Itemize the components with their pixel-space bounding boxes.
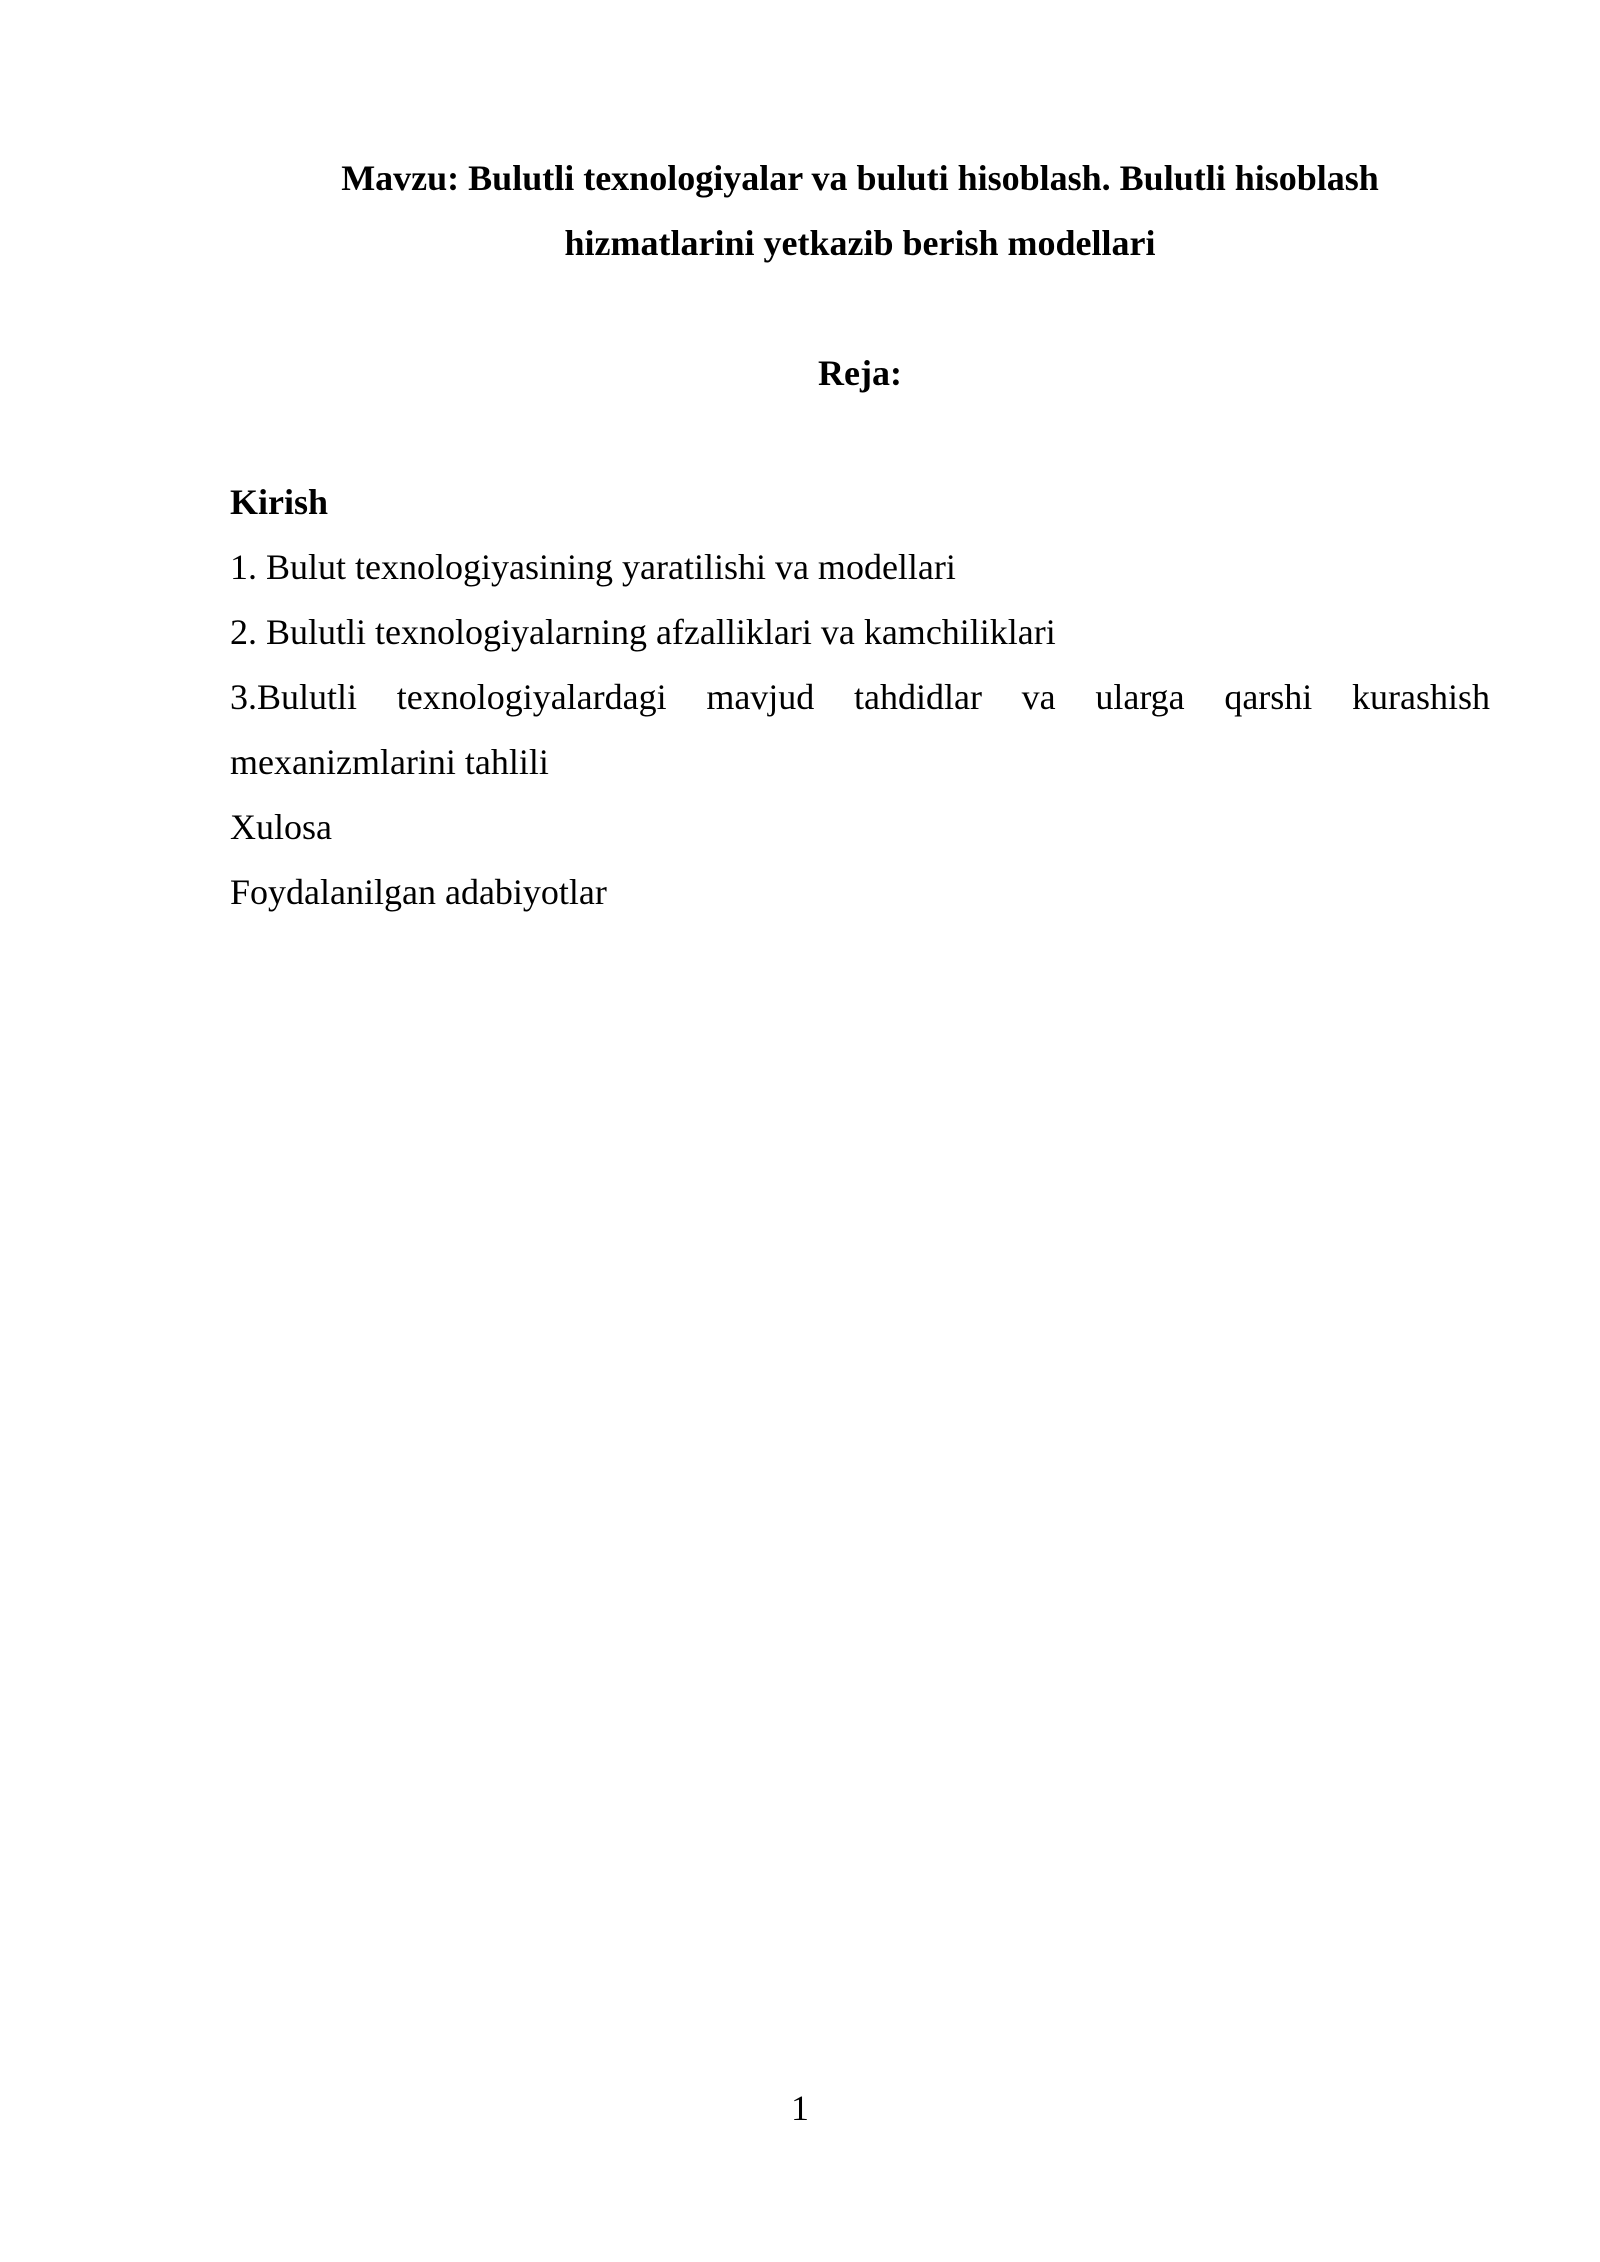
toc-item-2: 2. Bulutli texnologiyalarning afzalliklari va kamchiliklari bbox=[230, 612, 1056, 652]
table-of-contents bbox=[230, 470, 1490, 925]
toc-item-references: Foydalanilgan adabiyotlar bbox=[230, 872, 607, 912]
toc-item-3-line-1: 3.Bulutli texnologiyalardagi mavjud tahdidlar va ularga qarshi kurashish bbox=[230, 677, 1490, 717]
page-title bbox=[230, 146, 1490, 276]
toc-item-1: 1. Bulut texnologiyasining yaratilishi va modellari bbox=[230, 547, 956, 587]
title-line-1: Mavzu: Bulutli texnologiyalar va buluti hisoblash. Bulutli hisoblash bbox=[341, 158, 1379, 198]
title-line-2: hizmatlarini yetkazib berish modellari bbox=[564, 223, 1156, 263]
page-number: 1 bbox=[791, 2088, 809, 2128]
toc-item-conclusion: Xulosa bbox=[230, 807, 332, 847]
toc-item-intro: Kirish bbox=[230, 482, 329, 522]
plan-heading: Reja: bbox=[818, 353, 902, 393]
toc-item-3-line-2: mexanizmlarini tahlili bbox=[230, 742, 549, 782]
